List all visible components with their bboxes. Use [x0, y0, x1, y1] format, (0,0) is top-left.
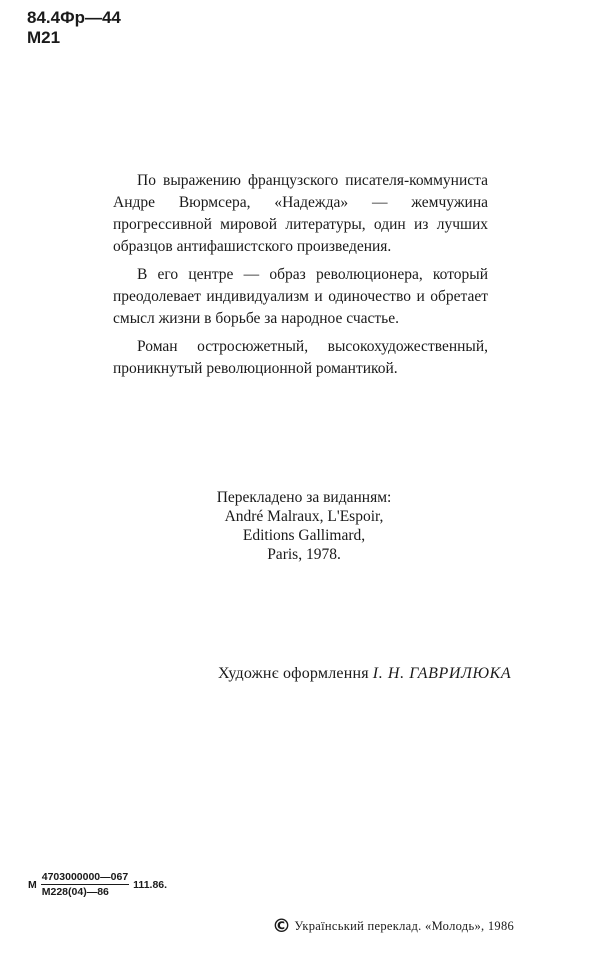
publication-code-denominator: М228(04)—86 [41, 886, 109, 898]
classification-line-1: 84.4Фр—44 [27, 8, 121, 27]
copyright-icon: © [272, 915, 292, 937]
annotation-paragraph: По выражению французского писателя-коммуниста Андре Вюрмсера, «Надежда» — жемчужина прогрессивной мировой литературы, один из лучших образцов антифашистского произведения. [113, 172, 488, 255]
source-edition-line: Paris, 1978. [267, 546, 341, 563]
publication-code-fraction [41, 871, 129, 898]
publication-code [28, 871, 167, 898]
source-edition [184, 488, 424, 564]
illustrator-credit [218, 665, 511, 683]
source-edition-line: André Malraux, L'Espoir, [224, 508, 384, 525]
annotation-paragraph: Роман остросюжетный, высокохудожественный, проникнутый революционной романтикой. [113, 338, 488, 377]
classification-line-2: М21 [27, 28, 61, 47]
source-edition-line: Editions Gallimard, [242, 527, 366, 544]
source-edition-line: Перекладено за виданням: [216, 489, 392, 506]
publication-code-numerator: 4703000000—067 [41, 871, 129, 883]
book-annotation [113, 170, 488, 386]
annotation-paragraph: В его центре — образ революционера, который преодолевает индивидуализм и одиночество и обретает смысл жизни в борьбе за народное счастье. [113, 266, 488, 327]
publication-code-suffix: 111.86. [133, 878, 168, 891]
illustrator-label: Художнє оформлення [218, 665, 369, 682]
copyright-notice [272, 917, 514, 936]
publication-code-prefix: М [28, 878, 37, 891]
classification-code [27, 8, 121, 48]
illustrator-name: І. Н. ГАВРИЛЮКА [372, 665, 512, 682]
copyright-text: Український переклад. «Молодь», 1986 [294, 919, 515, 933]
